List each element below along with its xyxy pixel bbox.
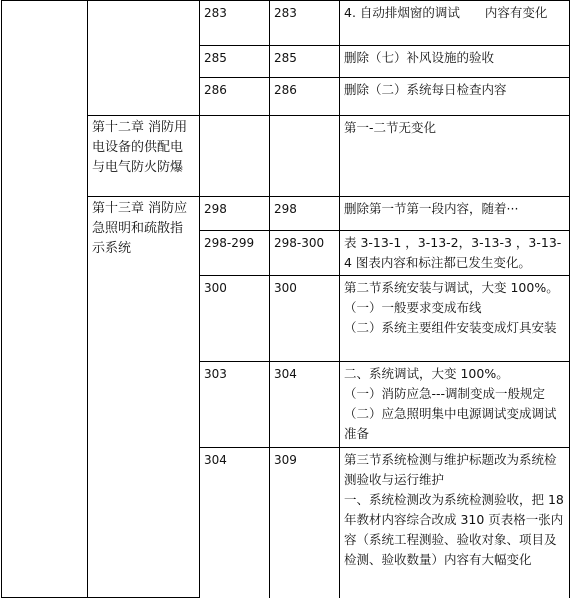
left-margin-cell bbox=[2, 1, 88, 598]
change-description-cell bbox=[340, 116, 570, 197]
new-page-cell: 285 bbox=[270, 46, 340, 78]
new-page-cell: 283 bbox=[270, 1, 340, 46]
new-page-cell bbox=[270, 116, 340, 197]
change-description-cell bbox=[340, 231, 570, 276]
old-page-cell: 303 bbox=[200, 362, 270, 448]
old-page-cell: 285 bbox=[200, 46, 270, 78]
new-page-cell: 286 bbox=[270, 78, 340, 116]
new-page-cell: 309 bbox=[270, 448, 340, 598]
table-row bbox=[2, 116, 570, 197]
description-line: 删除第一节第一段内容，随着··· bbox=[344, 201, 519, 216]
description-line: 删除（二）系统每日检查内容 bbox=[344, 82, 507, 97]
change-description-cell bbox=[340, 1, 570, 46]
old-page-cell: 298 bbox=[200, 197, 270, 231]
description-line: （二）应急照明集中电源调试变成调试准备 bbox=[344, 406, 557, 441]
old-page-cell: 304 bbox=[200, 448, 270, 598]
old-page-cell: 283 bbox=[200, 1, 270, 46]
description-line: （一）一般要求变成布线 bbox=[344, 300, 482, 315]
description-line: 第三节系统检测与维护标题改为系统检测验收与运行维护 bbox=[344, 452, 557, 487]
new-page-cell: 298-300 bbox=[270, 231, 340, 276]
change-description-cell bbox=[340, 197, 570, 231]
description-line: 第一-二节无变化 bbox=[344, 120, 437, 135]
description-line: 表 3-13-1 ，3-13-2，3-13-3 ，3-13-4 图表内容和标注都已发生变化。 bbox=[344, 235, 562, 270]
change-description-cell bbox=[340, 46, 570, 78]
chapter-cell: 第十三章 消防应急照明和疏散指示系统 bbox=[88, 197, 200, 598]
new-page-cell: 300 bbox=[270, 276, 340, 362]
change-description-cell bbox=[340, 78, 570, 116]
old-page-cell: 286 bbox=[200, 78, 270, 116]
old-page-cell: 298-299 bbox=[200, 231, 270, 276]
table-row bbox=[2, 1, 570, 46]
description-line: 4. 自动排烟窗的调试 内容有变化 bbox=[344, 5, 548, 20]
old-page-cell: 300 bbox=[200, 276, 270, 362]
change-description-cell bbox=[340, 276, 570, 362]
change-description-cell bbox=[340, 448, 570, 598]
new-page-cell: 304 bbox=[270, 362, 340, 448]
description-line: 二、系统调试，大变 100%。 bbox=[344, 366, 509, 381]
description-line: 第二节系统安装与调试，大变 100%。 bbox=[344, 280, 559, 295]
table-row bbox=[2, 197, 570, 231]
chapter-cell: 第十二章 消防用电设备的供配电与电气防火防爆 bbox=[88, 116, 200, 197]
description-line: （二）系统主要组件安装变成灯具安装 bbox=[344, 320, 557, 335]
description-line: （一）消防应急---调制变成一般规定 bbox=[344, 386, 546, 401]
description-line: 删除（七）补风设施的验收 bbox=[344, 50, 495, 65]
description-line: 一、系统检测改为系统检测验收，把 18 年教材内容综合改成 310 页表格一张内容（系统工程测验、验收对象、项目及检测、验收数量）内容有大幅变化 bbox=[344, 492, 564, 567]
old-page-cell bbox=[200, 116, 270, 197]
chapter-cell bbox=[88, 1, 200, 116]
change-description-cell bbox=[340, 362, 570, 448]
change-table bbox=[1, 0, 570, 598]
new-page-cell: 298 bbox=[270, 197, 340, 231]
